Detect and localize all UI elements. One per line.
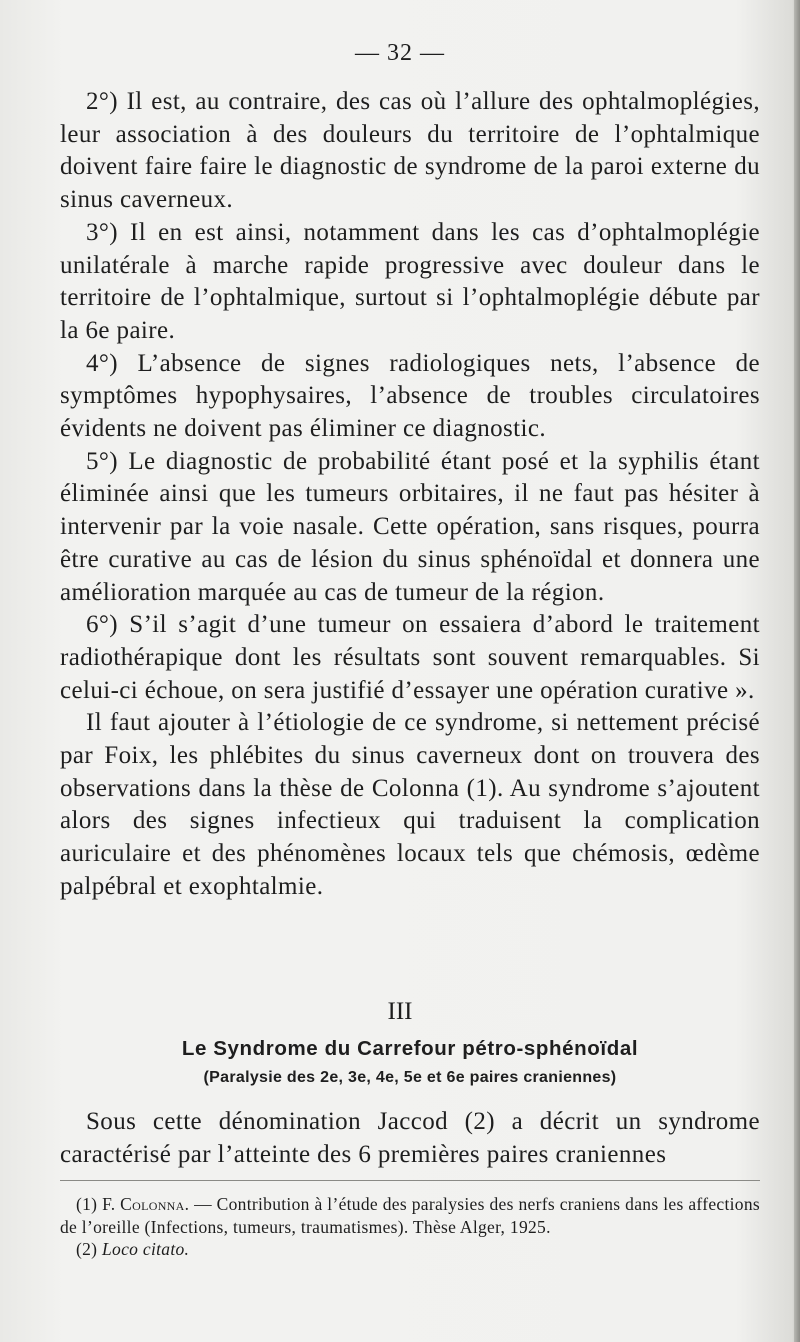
page-number: — 32 — bbox=[355, 40, 445, 66]
footnote-1-text: — Contribution à l’étude des paralysies des nerfs craniens dans les affections de l’oreille (Infections, tumeurs, traumatismes). Thèse Alger, 1925. bbox=[60, 1194, 761, 1237]
section-subtitle: (Paralysie des 2e, 3e, 4e, 5e et 6e paires craniennes) bbox=[203, 1069, 617, 1086]
footnote-2-marker: (2) bbox=[76, 1239, 98, 1259]
footnote-divider bbox=[60, 1180, 760, 1181]
page-edge-shadow bbox=[794, 0, 800, 1342]
footnote-2-text: Loco citato. bbox=[102, 1239, 190, 1259]
footnote-2 bbox=[60, 1238, 760, 1261]
paragraph-3: 3°) Il en est ainsi, notamment dans les cas d’ophtalmoplégie unilatérale à marche rapide progressive avec douleur dans le territoire de l’ophtalmique, surtout si l’ophtalmoplégie débute par la 6e paire. bbox=[60, 218, 760, 344]
footnote-1-author: Colonna. bbox=[120, 1194, 190, 1214]
section-body bbox=[60, 1105, 760, 1171]
section-title: Le Syndrome du Carrefour pétro-sphénoïdal bbox=[181, 1037, 639, 1060]
main-text bbox=[60, 86, 760, 904]
footnote-1 bbox=[60, 1193, 760, 1238]
footnote-1-marker: (1) F. bbox=[76, 1194, 116, 1214]
section-numeral: III bbox=[387, 998, 413, 1025]
paragraph-6: 6°) S’il s’agit d’une tumeur on essaiera d’abord le traitement radiothérapique dont les résultats sont souvent remarquables. Si celui-ci échoue, on sera justifié d’essayer une opération curative ». bbox=[60, 611, 760, 704]
section-paragraph: Sous cette dénomination Jaccod (2) a décrit un syndrome caractérisé par l’atteinte des 6 premières paires craniennes bbox=[60, 1108, 760, 1168]
paragraph-5: 5°) Le diagnostic de probabilité étant posé et la syphilis étant éliminée ainsi que les tumeurs orbitaires, il ne faut pas hésiter à intervenir par la voie nasale. Cette opération, sans risques, pourra être curative au cas de lésion du sinus sphénoïdal et donnera une amélioration marquée au cas de tumeur de la région. bbox=[60, 447, 760, 606]
paragraph-etiology: Il faut ajouter à l’étiologie de ce syndrome, si nettement précisé par Foix, les phlébites du sinus caverneux dont on trouvera des observations dans la thèse de Colonna (1). Au syndrome s’ajoutent alors des signes infectieux qui traduisent la complication auriculaire et des phénomènes locaux tels que chémosis, œdème palpébral et exophtalmie. bbox=[60, 709, 760, 900]
paragraph-2: 2°) Il est, au contraire, des cas où l’allure des ophtalmoplégies, leur association à des douleurs du territoire de l’ophtalmique doivent faire faire le diagnostic de syndrome de la paroi externe du sinus caverneux. bbox=[60, 88, 760, 214]
paragraph-4: 4°) L’absence de signes radiologiques nets, l’absence de symptômes hypophysaires, l’absence de troubles circulatoires évidents ne doivent pas éliminer ce diagnostic. bbox=[60, 349, 760, 443]
footnotes bbox=[60, 1193, 760, 1261]
